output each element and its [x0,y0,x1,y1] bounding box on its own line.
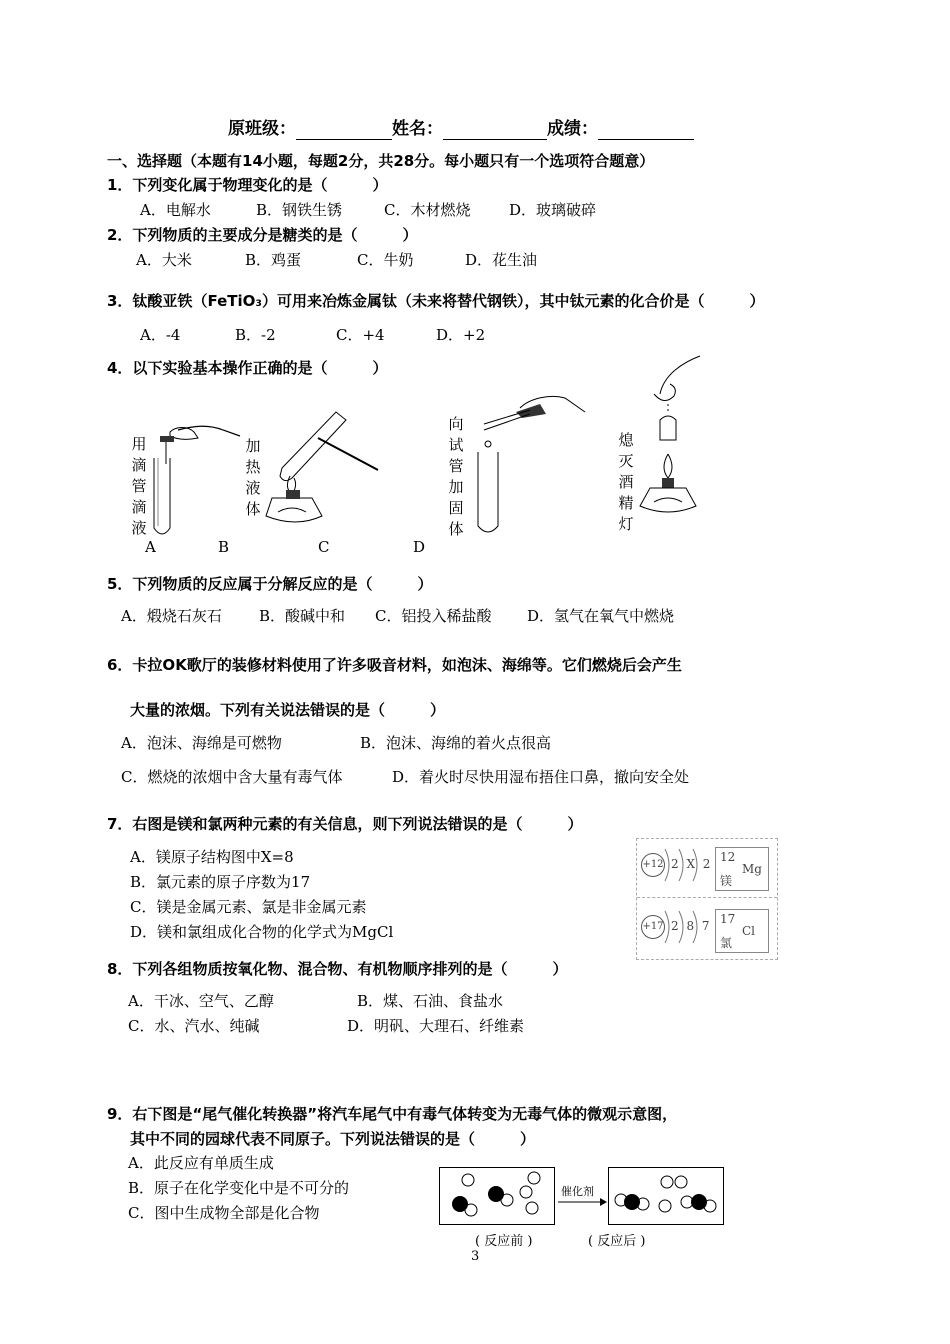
q8-option-b: B．煤、石油、食盐水 [357,992,504,1010]
q9-option-c: C．图中生成物全部是化合物 [128,1204,320,1222]
class-blank[interactable] [296,119,392,140]
q8-option-a: A．干冰、空气、乙醇 [128,992,274,1010]
q4-stem: 4．以下实验基本操作正确的是（ ） [107,359,388,377]
q7-option-d: D．镁和氯组成化合物的化学式为MgCl [130,923,394,941]
q4-letter-a: A [145,538,156,556]
name-blank[interactable] [443,119,547,140]
q5-option-d: D．氢气在氧气中燃烧 [527,607,675,625]
section-title: 一、选择题（本题有14小题，每题2分，共28分。每小题只有一个选项符合题意） [107,152,655,170]
adding-solid-illustration [470,386,600,536]
q6-stem-line1: 6．卡拉OK歌厅的装修材料使用了许多吸音材料，如泡沫、海绵等。它们燃烧后会产生 [107,656,682,674]
q6-option-d: D．着火时尽快用湿布捂住口鼻，撤向安全处 [392,768,690,786]
element-info-figure [636,838,778,960]
score-blank[interactable] [598,119,694,140]
q4-caption-c: 向试管加固体 [448,415,464,538]
q4-letter-c: C [318,538,330,556]
header-row [228,114,694,140]
q8-option-d: D．明矾、大理石、纤维素 [347,1017,525,1035]
q9-option-a: A．此反应有单质生成 [128,1154,274,1172]
q5-option-a: A．煅烧石灰石 [121,607,222,625]
q4-caption-d: 熄灭酒精灯 [618,431,634,533]
mg-atom: +12 [641,853,665,877]
q4-caption-b: 加热液体 [245,437,261,518]
q1-option-d: D．玻璃破碎 [509,201,597,219]
q1-option-c: C．木材燃烧 [384,201,471,219]
name-label: 姓名： [392,119,443,139]
cl-atom: +17 [641,915,665,939]
after-label: ( 反应后 ) [588,1234,646,1249]
q7-option-c: C．镁是金属元素、氯是非金属元素 [130,898,367,916]
mg-element-card: 12 Mg 镁 [715,847,769,891]
q2-option-c: C．牛奶 [357,251,414,269]
q9-stem-line2: 其中不同的园球代表不同原子。下列说法错误的是（ ） [130,1130,536,1148]
class-label: 原班级： [228,119,296,139]
q8-stem: 8．下列各组物质按氧化物、混合物、有机物顺序排列的是（ ） [107,960,568,978]
score-label: 成绩： [547,119,598,139]
q5-option-b: B．酸碱中和 [259,607,346,625]
after-molecules [609,1168,723,1224]
cl-element-card: 17 Cl 氯 [715,909,769,953]
q4-caption-a: 用滴管滴液 [131,435,147,537]
q1-option-a: A．电解水 [140,201,211,219]
q3-option-d: D．+2 [436,326,486,344]
before-label: ( 反应前 ) [475,1234,533,1249]
q4-letter-b: B [218,538,230,556]
q3-option-a: A．-4 [140,326,181,344]
extinguish-lamp-illustration [640,354,720,534]
q9-stem-line1: 9．右下图是“尾气催化转换器”将汽车尾气中有毒气体转变为无毒气体的微观示意图， [107,1105,678,1123]
q5-stem: 5．下列物质的反应属于分解反应的是（ ） [107,575,433,593]
q7-option-b: B．氯元素的原子序数为17 [130,873,311,891]
q3-option-c: C．+4 [336,326,385,344]
q4-letter-d: D [413,538,426,556]
reaction-before-box [439,1167,555,1225]
mg-shell-electrons: 2 X 2 [671,857,713,871]
q2-option-a: A．大米 [136,251,192,269]
reaction-arrow [556,1197,608,1207]
q6-stem-line2: 大量的浓烟。下列有关说法错误的是（ ） [130,701,446,719]
q1-stem: 1．下列变化属于物理变化的是（ ） [107,176,388,194]
catalyst-label: 催化剂 [561,1185,594,1198]
q1-option-b: B．钢铁生锈 [256,201,343,219]
q6-option-b: B．泡沫、海绵的着火点很高 [360,734,552,752]
q6-option-c: C．燃烧的浓烟中含大量有毒气体 [121,768,343,786]
q3-stem: 3．钛酸亚铁（FeTiO₃）可用来冶炼金属钛（未来将替代钢铁），其中钛元素的化合价是（ ） [107,292,765,310]
q2-option-b: B．鸡蛋 [245,251,302,269]
q7-option-a: A．镁原子结构图中X=8 [130,848,294,866]
before-molecules [440,1168,554,1224]
cl-shell-electrons: 2 8 7 [671,919,712,933]
dropper-illustration [148,418,248,538]
reaction-after-box [608,1167,724,1225]
q8-option-c: C．水、汽水、纯碱 [128,1017,260,1035]
q2-option-d: D．花生油 [465,251,538,269]
q2-stem: 2．下列物质的主要成分是糖类的是（ ） [107,226,418,244]
q6-option-a: A．泡沫、海绵是可燃物 [121,734,282,752]
q9-option-b: B．原子在化学变化中是不可分的 [128,1179,350,1197]
q3-option-b: B．-2 [235,326,276,344]
page-number: 3 [471,1249,480,1264]
q7-stem: 7．右图是镁和氯两种元素的有关信息，则下列说法错误的是（ ） [107,815,583,833]
q5-option-c: C．铝投入稀盐酸 [375,607,492,625]
heating-illustration [262,398,392,528]
